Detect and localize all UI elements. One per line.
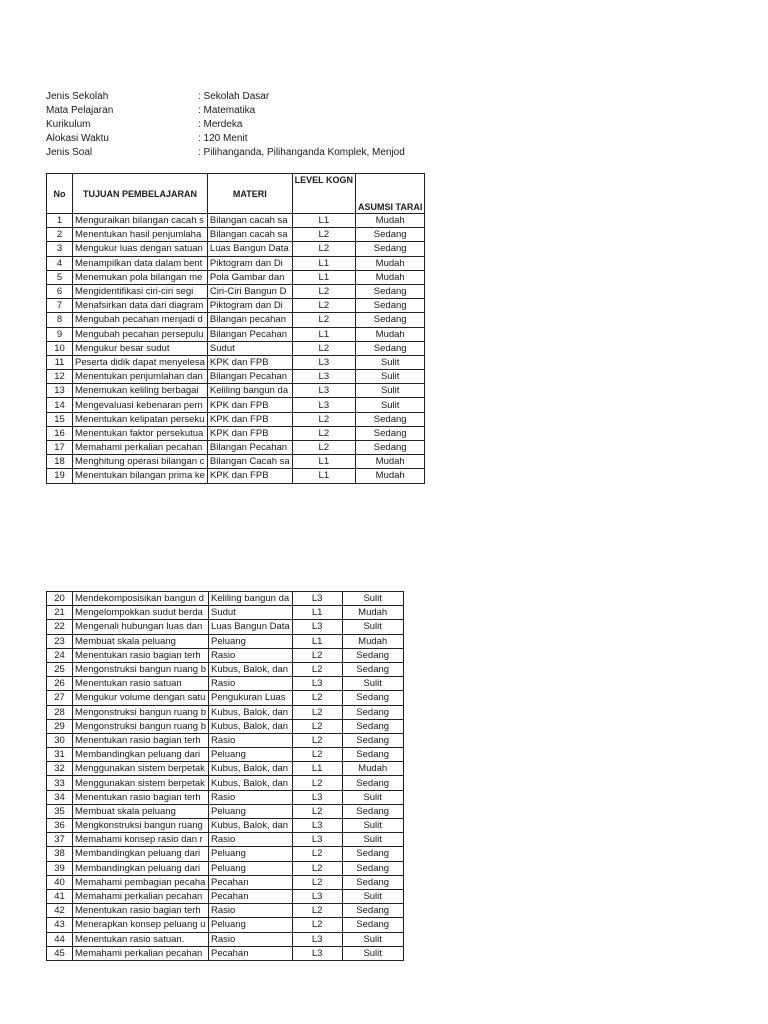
- cell-asumsi: Sedang: [342, 904, 403, 918]
- cell-asumsi: Sedang: [342, 691, 403, 705]
- cell-asumsi: Mudah: [342, 634, 403, 648]
- table-row: [47, 634, 404, 648]
- document-info: [46, 90, 405, 160]
- cell-asumsi: Sedang: [356, 228, 425, 242]
- table-row: [47, 341, 425, 355]
- cell-materi: Peluang: [208, 847, 292, 861]
- cell-asumsi: Sedang: [342, 719, 403, 733]
- cell-asumsi: Sulit: [342, 833, 403, 847]
- cell-tujuan: Membandingkan peluang dari: [73, 748, 209, 762]
- table-row: [47, 691, 404, 705]
- cell-no: 45: [47, 946, 73, 960]
- cell-tujuan: Menampilkan data dalam bent: [73, 256, 208, 270]
- cell-no: 36: [47, 819, 73, 833]
- cell-asumsi: Mudah: [356, 327, 425, 341]
- cell-level: L3: [292, 384, 355, 398]
- cell-materi: Rasio: [208, 733, 292, 747]
- cell-no: 5: [47, 270, 73, 284]
- table-row: [47, 819, 404, 833]
- table-row: [47, 946, 404, 960]
- cell-level: L2: [292, 341, 355, 355]
- cell-no: 25: [47, 662, 73, 676]
- table-row: [47, 228, 425, 242]
- cell-level: L2: [292, 861, 342, 875]
- header-materi: MATERI: [207, 174, 292, 214]
- cell-level: L3: [292, 398, 355, 412]
- cell-no: 24: [47, 648, 73, 662]
- cell-no: 27: [47, 691, 73, 705]
- table-body-page-1: [47, 214, 425, 484]
- cell-no: 30: [47, 733, 73, 747]
- cell-asumsi: Sulit: [342, 592, 403, 606]
- cell-materi: Pecahan: [208, 889, 292, 903]
- cell-asumsi: Sedang: [342, 918, 403, 932]
- info-label: Alokasi Waktu: [46, 133, 109, 144]
- cell-tujuan: Mengonstruksi bangun ruang b: [73, 719, 209, 733]
- info-label: Jenis Soal: [46, 147, 93, 158]
- cell-asumsi: Mudah: [356, 469, 425, 483]
- cell-tujuan: Mengubah pecahan menjadi d: [73, 313, 208, 327]
- cell-level: L1: [292, 606, 342, 620]
- cell-level: L1: [292, 762, 342, 776]
- cell-tujuan: Mengidentifikasi ciri-ciri segi: [73, 284, 208, 298]
- cell-no: 28: [47, 705, 73, 719]
- cell-materi: Bilangan Pecahan: [207, 327, 292, 341]
- info-row: [46, 132, 382, 146]
- cell-materi: Rasio: [208, 833, 292, 847]
- cell-asumsi: Sedang: [342, 875, 403, 889]
- cell-level: L3: [292, 592, 342, 606]
- cell-materi: Peluang: [208, 918, 292, 932]
- cell-tujuan: Menentukan faktor persekutua: [73, 426, 208, 440]
- cell-level: L2: [292, 441, 355, 455]
- cell-asumsi: Sedang: [342, 776, 403, 790]
- cell-tujuan: Memahami perkalian pecahan: [73, 946, 209, 960]
- cell-no: 13: [47, 384, 73, 398]
- cell-materi: Pengukuran Luas: [208, 691, 292, 705]
- table-row: [47, 719, 404, 733]
- table-row: [47, 918, 404, 932]
- table-row: [47, 299, 425, 313]
- cell-tujuan: Mengonstruksi bangun ruang b: [73, 705, 209, 719]
- cell-level: L2: [292, 733, 342, 747]
- cell-materi: Rasio: [208, 677, 292, 691]
- cell-materi: Keliling bangun da: [207, 384, 292, 398]
- cell-no: 29: [47, 719, 73, 733]
- cell-no: 40: [47, 875, 73, 889]
- cell-materi: Piktogram dan Di: [207, 256, 292, 270]
- table-row: [47, 398, 425, 412]
- cell-asumsi: Sulit: [342, 889, 403, 903]
- cell-materi: Sudut: [207, 341, 292, 355]
- cell-no: 6: [47, 284, 73, 298]
- cell-asumsi: Mudah: [356, 256, 425, 270]
- cell-level: L2: [292, 719, 342, 733]
- info-row: [46, 118, 382, 132]
- objectives-table-page-2: [46, 591, 404, 961]
- cell-level: L2: [292, 691, 342, 705]
- cell-no: 43: [47, 918, 73, 932]
- cell-level: L3: [292, 355, 355, 369]
- table-row: [47, 733, 404, 747]
- cell-tujuan: Membandingkan peluang dari: [73, 861, 209, 875]
- cell-no: 21: [47, 606, 73, 620]
- table-row: [47, 762, 404, 776]
- cell-level: L1: [292, 270, 355, 284]
- cell-level: L3: [292, 889, 342, 903]
- cell-asumsi: Mudah: [356, 214, 425, 228]
- cell-no: 8: [47, 313, 73, 327]
- cell-asumsi: Sedang: [342, 748, 403, 762]
- cell-tujuan: Mendekomposisikan bangun d: [73, 592, 209, 606]
- cell-no: 32: [47, 762, 73, 776]
- info-value: : 120 Menit: [198, 133, 248, 144]
- cell-tujuan: Menentukan rasio satuan.: [73, 932, 209, 946]
- table-row: [47, 861, 404, 875]
- cell-level: L3: [292, 790, 342, 804]
- cell-tujuan: Mengevaluasi kebenaran pern: [73, 398, 208, 412]
- cell-materi: Bilangan pecahan: [207, 313, 292, 327]
- cell-materi: KPK dan FPB: [207, 355, 292, 369]
- cell-no: 19: [47, 469, 73, 483]
- cell-level: L3: [292, 677, 342, 691]
- cell-tujuan: Mengkonstruksi bangun ruang: [73, 819, 209, 833]
- table-row: [47, 455, 425, 469]
- table-row: [47, 847, 404, 861]
- cell-materi: KPK dan FPB: [207, 469, 292, 483]
- cell-tujuan: Mengukur luas dengan satuan: [73, 242, 208, 256]
- cell-no: 14: [47, 398, 73, 412]
- cell-asumsi: Sedang: [356, 412, 425, 426]
- cell-level: L1: [292, 455, 355, 469]
- cell-materi: Kubus, Balok, dan: [208, 762, 292, 776]
- info-row: [46, 146, 405, 160]
- table-row: [47, 648, 404, 662]
- table-row: [47, 370, 425, 384]
- header-tujuan: TUJUAN PEMBELAJARAN: [73, 174, 208, 214]
- cell-materi: Pecahan: [208, 875, 292, 889]
- cell-materi: Rasio: [208, 790, 292, 804]
- cell-tujuan: Menentukan hasil penjumlaha: [73, 228, 208, 242]
- cell-no: 34: [47, 790, 73, 804]
- cell-tujuan: Membuat skala peluang: [73, 634, 209, 648]
- cell-tujuan: Mengonstruksi bangun ruang b: [73, 662, 209, 676]
- cell-level: L2: [292, 412, 355, 426]
- cell-tujuan: Menemukan pola bilangan me: [73, 270, 208, 284]
- cell-tujuan: Mengukur besar sudut: [73, 341, 208, 355]
- cell-materi: Sudut: [208, 606, 292, 620]
- cell-no: 9: [47, 327, 73, 341]
- table-row: [47, 748, 404, 762]
- cell-materi: Rasio: [208, 648, 292, 662]
- cell-materi: Peluang: [208, 748, 292, 762]
- cell-no: 39: [47, 861, 73, 875]
- cell-materi: Bilangan Pecahan: [207, 441, 292, 455]
- cell-level: L2: [292, 648, 342, 662]
- cell-tujuan: Mengubah pecahan persepulu: [73, 327, 208, 341]
- cell-tujuan: Menghitung operasi bilangan c: [73, 455, 208, 469]
- cell-tujuan: Memahami konsep rasio dan r: [73, 833, 209, 847]
- info-value: : Matematika: [198, 105, 256, 116]
- table-row: [47, 412, 425, 426]
- cell-tujuan: Menentukan rasio bagian terh: [73, 790, 209, 804]
- info-row: [46, 90, 382, 104]
- cell-tujuan: Menentukan rasio bagian terh: [73, 904, 209, 918]
- cell-asumsi: Sedang: [342, 705, 403, 719]
- cell-no: 33: [47, 776, 73, 790]
- table-row: [47, 441, 425, 455]
- cell-tujuan: Menentukan kelipatan perseku: [73, 412, 208, 426]
- cell-asumsi: Sedang: [342, 733, 403, 747]
- table-row: [47, 242, 425, 256]
- cell-tujuan: Membuat skala peluang: [73, 804, 209, 818]
- cell-no: 16: [47, 426, 73, 440]
- cell-no: 18: [47, 455, 73, 469]
- cell-level: L1: [292, 634, 342, 648]
- cell-materi: Pola Gambar dan: [207, 270, 292, 284]
- table-row: [47, 469, 425, 483]
- cell-asumsi: Sulit: [356, 384, 425, 398]
- cell-level: L2: [292, 776, 342, 790]
- cell-tujuan: Menerapkan konsep peluang u: [73, 918, 209, 932]
- cell-no: 31: [47, 748, 73, 762]
- cell-tujuan: Menguraikan bilangan cacah s: [73, 214, 208, 228]
- cell-materi: Peluang: [208, 804, 292, 818]
- table-row: [47, 284, 425, 298]
- cell-level: L3: [292, 833, 342, 847]
- cell-level: L3: [292, 620, 342, 634]
- info-value: : Sekolah Dasar: [198, 91, 270, 102]
- header-no: No: [47, 174, 73, 214]
- cell-asumsi: Sedang: [356, 313, 425, 327]
- cell-tujuan: Menafsirkan data dari diagram: [73, 299, 208, 313]
- cell-no: 3: [47, 242, 73, 256]
- cell-level: L3: [292, 946, 342, 960]
- cell-asumsi: Sulit: [356, 398, 425, 412]
- table-body-page-2: [47, 592, 404, 961]
- cell-tujuan: Menentukan penjumlahan dan: [73, 370, 208, 384]
- cell-tujuan: Memahami perkalian pecahan: [73, 441, 208, 455]
- cell-level: L3: [292, 932, 342, 946]
- cell-asumsi: Sedang: [342, 662, 403, 676]
- cell-asumsi: Sulit: [342, 946, 403, 960]
- cell-no: 15: [47, 412, 73, 426]
- cell-tujuan: Menentukan rasio bagian terh: [73, 733, 209, 747]
- cell-materi: KPK dan FPB: [207, 412, 292, 426]
- header-asumsi-taraf: ASUMSI TARAI: [356, 174, 425, 214]
- cell-asumsi: Sedang: [356, 242, 425, 256]
- cell-materi: Kubus, Balok, dan: [208, 719, 292, 733]
- cell-level: L1: [292, 327, 355, 341]
- cell-materi: Bilangan cacah sa: [207, 214, 292, 228]
- cell-no: 4: [47, 256, 73, 270]
- cell-level: L2: [292, 662, 342, 676]
- cell-materi: Kubus, Balok, dan: [208, 776, 292, 790]
- cell-level: L2: [292, 228, 355, 242]
- table-row: [47, 355, 425, 369]
- header-level-kognitif: LEVEL KOGN: [292, 174, 355, 214]
- cell-no: 41: [47, 889, 73, 903]
- table-row: [47, 313, 425, 327]
- cell-no: 22: [47, 620, 73, 634]
- cell-materi: Luas Bangun Data: [208, 620, 292, 634]
- cell-no: 44: [47, 932, 73, 946]
- cell-level: L1: [292, 256, 355, 270]
- cell-level: L2: [292, 705, 342, 719]
- cell-materi: Bilangan cacah sa: [207, 228, 292, 242]
- cell-level: L2: [292, 284, 355, 298]
- cell-materi: Piktogram dan Di: [207, 299, 292, 313]
- cell-tujuan: Memahami perkalian pecahan: [73, 889, 209, 903]
- cell-no: 2: [47, 228, 73, 242]
- cell-level: L1: [292, 469, 355, 483]
- cell-level: L3: [292, 819, 342, 833]
- table-row: [47, 606, 404, 620]
- table-row: [47, 889, 404, 903]
- cell-level: L2: [292, 904, 342, 918]
- table-row: [47, 592, 404, 606]
- cell-level: L2: [292, 748, 342, 762]
- cell-no: 42: [47, 904, 73, 918]
- table-row: [47, 662, 404, 676]
- cell-asumsi: Sulit: [342, 790, 403, 804]
- cell-no: 35: [47, 804, 73, 818]
- cell-asumsi: Sulit: [342, 932, 403, 946]
- info-row: [46, 104, 382, 118]
- cell-asumsi: Mudah: [342, 606, 403, 620]
- cell-materi: Bilangan Cacah sa: [207, 455, 292, 469]
- cell-materi: Kubus, Balok, dan: [208, 819, 292, 833]
- cell-no: 26: [47, 677, 73, 691]
- table-row: [47, 214, 425, 228]
- cell-tujuan: Menggunakan sistem berpetak: [73, 762, 209, 776]
- cell-no: 38: [47, 847, 73, 861]
- cell-asumsi: Sedang: [342, 847, 403, 861]
- table-row: [47, 932, 404, 946]
- cell-tujuan: Menemukan keliling berbagai: [73, 384, 208, 398]
- cell-no: 12: [47, 370, 73, 384]
- cell-materi: Rasio: [208, 904, 292, 918]
- table-row: [47, 904, 404, 918]
- cell-no: 7: [47, 299, 73, 313]
- cell-no: 17: [47, 441, 73, 455]
- cell-level: L2: [292, 918, 342, 932]
- cell-tujuan: Memahami pembagian pecaha: [73, 875, 209, 889]
- table-row: [47, 875, 404, 889]
- cell-materi: Luas Bangun Data: [207, 242, 292, 256]
- info-label: Kurikulum: [46, 119, 91, 130]
- cell-level: L2: [292, 313, 355, 327]
- cell-level: L2: [292, 875, 342, 889]
- cell-materi: Ciri-Ciri Bangun D: [207, 284, 292, 298]
- cell-level: L2: [292, 804, 342, 818]
- cell-no: 11: [47, 355, 73, 369]
- cell-materi: Kubus, Balok, dan: [208, 662, 292, 676]
- info-label: Mata Pelajaran: [46, 105, 114, 116]
- cell-asumsi: Sulit: [342, 620, 403, 634]
- cell-asumsi: Sedang: [342, 648, 403, 662]
- cell-asumsi: Sulit: [342, 677, 403, 691]
- cell-asumsi: Sedang: [356, 341, 425, 355]
- cell-asumsi: Sulit: [356, 355, 425, 369]
- cell-tujuan: Menentukan bilangan prima ke: [73, 469, 208, 483]
- cell-level: L2: [292, 299, 355, 313]
- cell-materi: Peluang: [208, 634, 292, 648]
- cell-materi: Kubus, Balok, dan: [208, 705, 292, 719]
- cell-asumsi: Sedang: [356, 299, 425, 313]
- cell-level: L3: [292, 370, 355, 384]
- cell-materi: Bilangan Pecahan: [207, 370, 292, 384]
- table-row: [47, 804, 404, 818]
- cell-asumsi: Mudah: [342, 762, 403, 776]
- table-row: [47, 327, 425, 341]
- objectives-table-page-1: [46, 173, 425, 484]
- cell-asumsi: Mudah: [356, 455, 425, 469]
- cell-no: 23: [47, 634, 73, 648]
- cell-asumsi: Sedang: [342, 861, 403, 875]
- cell-level: L2: [292, 426, 355, 440]
- cell-materi: Rasio: [208, 932, 292, 946]
- cell-no: 10: [47, 341, 73, 355]
- cell-tujuan: Peserta didik dapat menyelesa: [73, 355, 208, 369]
- table-row: [47, 833, 404, 847]
- cell-materi: Peluang: [208, 861, 292, 875]
- table-row: [47, 620, 404, 634]
- table-row: [47, 705, 404, 719]
- table-row: [47, 426, 425, 440]
- table-row: [47, 256, 425, 270]
- table-row: [47, 270, 425, 284]
- cell-level: L1: [292, 214, 355, 228]
- cell-materi: Pecahan: [208, 946, 292, 960]
- cell-materi: Keliling bangun da: [208, 592, 292, 606]
- table-row: [47, 677, 404, 691]
- cell-tujuan: Menentukan rasio bagian terh: [73, 648, 209, 662]
- cell-no: 37: [47, 833, 73, 847]
- cell-asumsi: Sedang: [356, 441, 425, 455]
- cell-asumsi: Sulit: [356, 370, 425, 384]
- cell-asumsi: Sedang: [356, 426, 425, 440]
- cell-tujuan: Menggunakan sistem berpetak: [73, 776, 209, 790]
- cell-tujuan: Membandingkan peluang dari: [73, 847, 209, 861]
- cell-materi: KPK dan FPB: [207, 426, 292, 440]
- cell-no: 1: [47, 214, 73, 228]
- cell-asumsi: Sedang: [356, 284, 425, 298]
- cell-tujuan: Menentukan rasio satuan: [73, 677, 209, 691]
- cell-tujuan: Mengenali hubungan luas dan: [73, 620, 209, 634]
- table-row: [47, 790, 404, 804]
- info-value: : Pilihanganda, Pilihanganda Komplek, Menjod: [198, 147, 405, 158]
- cell-asumsi: Sulit: [342, 819, 403, 833]
- table-row: [47, 384, 425, 398]
- cell-level: L2: [292, 242, 355, 256]
- cell-no: 20: [47, 592, 73, 606]
- cell-materi: KPK dan FPB: [207, 398, 292, 412]
- info-label: Jenis Sekolah: [46, 91, 109, 102]
- cell-asumsi: Sedang: [342, 804, 403, 818]
- table-row: [47, 776, 404, 790]
- cell-tujuan: Mengelompokkan sudut berda: [73, 606, 209, 620]
- info-value: : Merdeka: [198, 119, 243, 130]
- cell-level: L2: [292, 847, 342, 861]
- cell-tujuan: Mengukur volume dengan satu: [73, 691, 209, 705]
- cell-asumsi: Mudah: [356, 270, 425, 284]
